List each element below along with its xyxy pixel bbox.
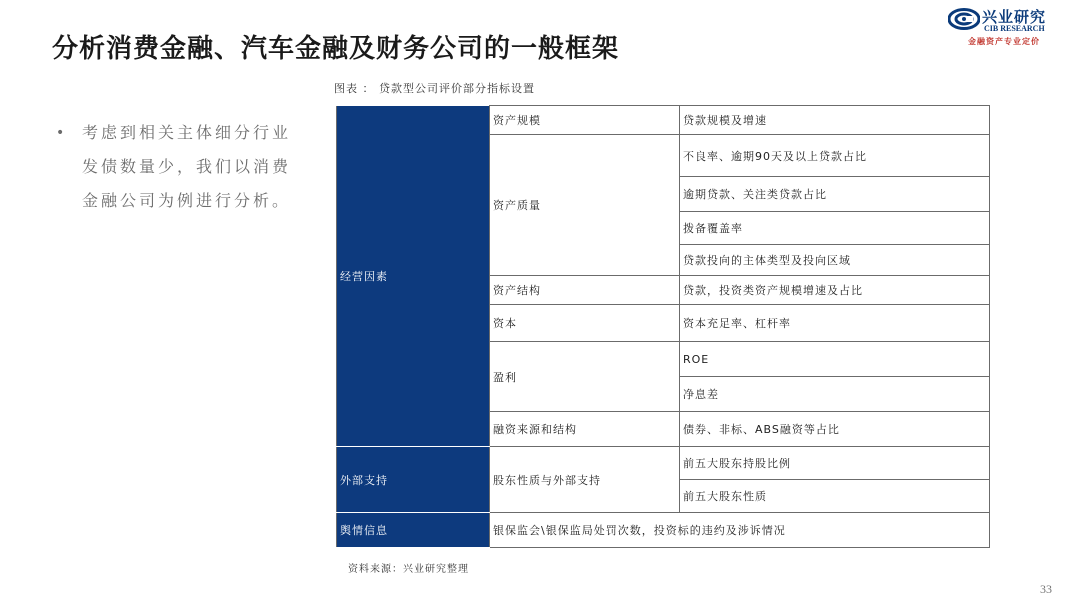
table-row xyxy=(337,513,990,548)
sub-factor-cell: 资产规模 xyxy=(490,106,680,135)
indicator-cell: 贷款，投资类资产规模增速及占比 xyxy=(680,276,990,305)
indicator-cell: 债券、非标、ABS融资等占比 xyxy=(680,412,990,447)
logo-tagline: 金融资产专业定价 xyxy=(968,37,1040,46)
bullet-text: 考虑到相关主体细分行业发债数量少，我们以消费金融公司为例进行分析。 xyxy=(82,123,292,210)
sub-factor-cell: 资本 xyxy=(490,305,680,342)
indicator-table xyxy=(336,105,990,548)
indicator-cell: 拨备覆盖率 xyxy=(680,212,990,245)
page-number: 33 xyxy=(1040,582,1052,596)
logo-name-en: CIB RESEARCH xyxy=(984,24,1045,33)
indicator-cell: ROE xyxy=(680,342,990,377)
cib-logo-icon xyxy=(948,8,980,30)
indicator-cell: 净息差 xyxy=(680,377,990,412)
indicator-cell: 前五大股东持股比例 xyxy=(680,447,990,480)
indicator-cell: 前五大股东性质 xyxy=(680,480,990,513)
source-note: 资料来源：兴业研究整理 xyxy=(348,564,469,575)
category-cell: 舆情信息 xyxy=(337,513,490,548)
table-caption: 图表 ： 贷款型公司评价部分指标设置 xyxy=(334,82,535,95)
sub-factor-cell: 盈利 xyxy=(490,342,680,412)
indicator-cell: 逾期贷款、关注类贷款占比 xyxy=(680,177,990,212)
bullet-point xyxy=(56,116,306,218)
page-title: 分析消费金融、汽车金融及财务公司的一般框架 xyxy=(52,34,620,64)
merged-indicator-cell: 银保监会\银保监局处罚次数，投资标的违约及涉诉情况 xyxy=(490,513,990,548)
sub-factor-cell: 融资来源和结构 xyxy=(490,412,680,447)
category-cell: 经营因素 xyxy=(337,106,490,447)
cib-research-logo xyxy=(948,6,1066,48)
sub-factor-cell: 股东性质与外部支持 xyxy=(490,447,680,513)
indicator-cell: 资本充足率、杠杆率 xyxy=(680,305,990,342)
category-cell: 外部支持 xyxy=(337,447,490,513)
indicator-cell: 不良率、逾期90天及以上贷款占比 xyxy=(680,135,990,177)
indicator-cell: 贷款投向的主体类型及投向区域 xyxy=(680,245,990,276)
sub-factor-cell: 资产质量 xyxy=(490,135,680,276)
logo-name-cn: 兴业研究 xyxy=(982,8,1047,26)
table-row xyxy=(337,106,990,135)
table-row xyxy=(337,447,990,480)
indicator-cell: 贷款规模及增速 xyxy=(680,106,990,135)
sub-factor-cell: 资产结构 xyxy=(490,276,680,305)
bullet-dot-icon: • xyxy=(56,125,68,141)
